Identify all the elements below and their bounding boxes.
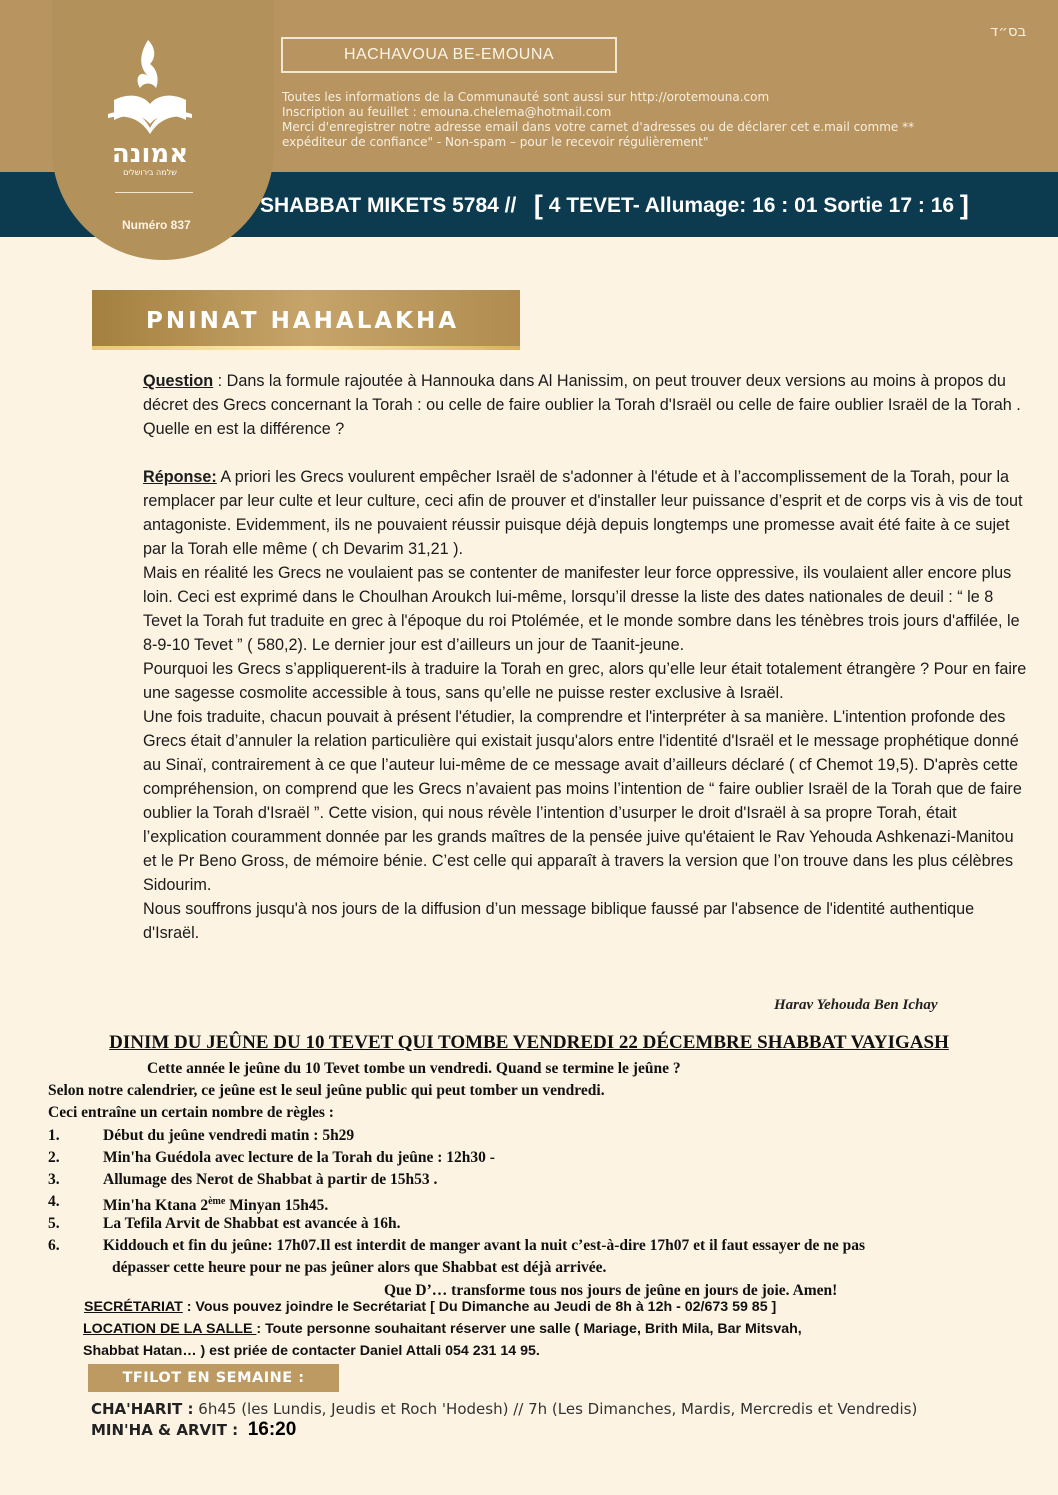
logo-text: אמונה <box>111 139 189 169</box>
location-label: LOCATION DE LA SALLE <box>83 1321 257 1337</box>
minha-time: 16:20 <box>247 1419 297 1440</box>
article-paragraph: Pourquoi les Grecs s’appliquerent-ils à traduire la Torah en grec, alors qu’elle leur était totalement étrangère ? Pour en faire une sagesse cosmolite accessible à tous, sans qu’elle ne puisse rester exclusive à Israël. <box>143 660 1027 702</box>
item-number: 3. <box>48 1171 60 1188</box>
info-line: Merci d'enregistrer notre adresse email dans votre carnet d'adresses ou de déclarer cet e.mail comme ** <box>282 120 915 134</box>
dinim-section <box>0 1030 1058 1299</box>
header-info <box>282 90 914 150</box>
question-text: : Dans la formule rajoutée à Hannouka dans Al Hanissim, on peut trouver deux versions au moins à propos du décret des Grecs concernant la Torah : ou celle de faire oublier la Torah d'Israël ou celle de faire oublier Israël de la Torah . Quelle en est la différence ? <box>143 372 1021 438</box>
location-text: : Toute personne souhaitant réserver une salle ( Mariage, Brith Mila, Bar Mitsvah, <box>256 1321 802 1337</box>
shabbat-times: 4 TEVET- Allumage: 16 : 01 Sortie 17 : 16 <box>548 194 955 217</box>
answer-label: Réponse: <box>143 468 217 486</box>
dinim-intro: Ceci entraîne un certain nombre de règles : <box>48 1104 334 1121</box>
bracket-open: [ <box>533 190 543 220</box>
secretariat-line <box>84 1296 776 1318</box>
shacharit-label: CHA'HARIT : <box>91 1400 194 1418</box>
dinim-closing: Que D’… transforme tous nos jours de jeûne en jours de joie. Amen! <box>384 1282 838 1299</box>
dinim-intro: Cette année le jeûne du 10 Tevet tombe un vendredi. Quand se termine le jeûne ? <box>147 1060 681 1077</box>
item-number: 5. <box>48 1215 60 1232</box>
dinim-title: DINIM DU JEÛNE DU 10 TEVET QUI TOMBE VENDREDI 22 DÉCEMBRE SHABBAT VAYIGASH <box>109 1032 949 1053</box>
list-item: Min'ha Guédola avec lecture de la Torah du jeûne : 12h30 - <box>103 1149 495 1166</box>
info-line: Inscription au feuillet : emouna.chelema@hotmail.com <box>282 105 612 119</box>
gold-stripe <box>92 346 520 350</box>
location-line <box>83 1318 802 1340</box>
emouna-logo <box>100 38 200 178</box>
article-paragraph: Nous souffrons jusqu'à nos jours de la diffusion d’un message biblique faussé par l'absence de l'identité authentique d'Israël. <box>143 900 975 942</box>
item-number: 2. <box>48 1149 60 1166</box>
bracket-close: ] <box>959 190 969 220</box>
shabbat-line <box>260 190 969 221</box>
article-body <box>143 369 1029 945</box>
article-paragraph: Une fois traduite, chacun pouvait à présent l'étudier, la comprendre et l'interpréter à sa manière. L'intention profonde des Grecs était d’annuler la relation particulière qui existait jusqu'alors entre l'identité d'Israël et le message prophétique donné au Sinaï, contrairement à ce que l’auteur lui-même de ce message avait d’ailleurs déclaré ( cf Chemot 19,5). D'après cette compréhension, on comprend que les Grecs n’avaient pas moins l’intention de “ faire oublier Israël de la Torah que de faire oublier la Torah d'Israël ”. Cette vision, qui nous révèle l’intention d’usurper le droit d'Israël à sa propre Torah, était l’explication couramment donnée par les grands maîtres de la pensée juive qu'étaient le Rav Yehouda Ashkenazi-Manitou et le Pr Beno Gross, de mémoire bénie. C’est celle qui apparaît à travers la version que l’on trouve dans les plus célèbres Sidourim. <box>143 708 1022 894</box>
question-label: Question <box>143 372 214 390</box>
list-item: Kiddouch et fin du jeûne: 17h07.Il est interdit de manger avant la nuit c’est-à-dire 17h07 et il faut essayer de ne pas <box>103 1237 866 1254</box>
dinim-intro: Selon notre calendrier, ce jeûne est le seul jeûne public qui peut tomber un vendredi. <box>48 1082 605 1099</box>
shacharit-times: 6h45 (les Lundis, Jeudis et Roch 'Hodesh) // 7h (Les Dimanches, Mardis, Mercredis et Vendredis) <box>193 1400 918 1418</box>
logo-divider <box>115 192 193 193</box>
info-line: expéditeur de confiance" - Non-spam – pour le recevoir régulièrement" <box>282 135 709 149</box>
list-item: Min'ha Ktana 2ème Minyan 15h45. <box>103 1196 329 1215</box>
secretariat-label: SECRÉTARIAT <box>84 1299 183 1315</box>
bsd-mark: בס״ד <box>990 22 1027 40</box>
list-item-continued: dépasser cette heure pour ne pas jeûner alors que Shabbat est déjà arrivée. <box>112 1259 607 1276</box>
info-line: Toutes les informations de la Communauté sont aussi sur http://orotemouna.com <box>282 90 770 104</box>
logo-subtext: שלמה בירושלים <box>123 168 177 177</box>
item-number: 4. <box>48 1193 60 1210</box>
shacharit-line <box>91 1400 917 1418</box>
minha-label: MIN'HA & ARVIT : <box>91 1421 239 1439</box>
question-paragraph <box>143 369 1029 441</box>
section-title: PNINAT HAHALAKHA <box>146 308 460 334</box>
secretariat-text: : Vous pouvez joindre le Secrétariat [ Du Dimanche au Jeudi de 8h à 12h - 02/673 59 85 ] <box>182 1299 777 1315</box>
list-item: Début du jeûne vendredi matin : 5h29 <box>103 1127 355 1144</box>
newsletter-title: HACHAVOUA BE-EMOUNA <box>281 37 617 73</box>
author-signature: Harav Yehouda Ben Ichay <box>774 997 938 1013</box>
item-number: 6. <box>48 1237 60 1254</box>
issue-number: Numéro 837 <box>122 218 191 232</box>
answer-text: A priori les Grecs voulurent empêcher Israël de s'adonner à l'étude et à l’accomplissement de la Torah, pour la remplacer par leur culte et leur culture, ceci afin de prouver et d'installer leur puissance d’esprit et de corps vis à vis de tout antagoniste. Evidemment, ils ne pouvaient réussir puisque déjà depuis longtemps une promesse avait été faite à ce sujet par la Torah elle même ( ch Devarim 31,21 ). <box>143 468 1023 558</box>
minha-line <box>91 1419 296 1441</box>
answer-paragraph <box>143 465 1029 561</box>
list-item: La Tefila Arvit de Shabbat est avancée à 16h. <box>103 1215 401 1232</box>
item-number: 1. <box>48 1127 60 1144</box>
list-item: Allumage des Nerot de Shabbat à partir de 15h53 . <box>103 1171 438 1188</box>
section-banner <box>92 290 520 350</box>
location-line-2: Shabbat Hatan… ) est priée de contacter Daniel Attali 054 231 14 95. <box>83 1343 540 1359</box>
shabbat-name: SHABBAT MIKETS 5784 // <box>260 194 517 217</box>
tfilot-banner: TFILOT EN SEMAINE : <box>88 1364 339 1392</box>
article-paragraph: Mais en réalité les Grecs ne voulaient pas se contenter de manifester leur force oppressive, ils voulaient aller encore plus loin. Ceci est exprimé dans le Choulhan Aroukch lui-même, lorsqu’il dresse la liste des dates nationales de deuil : “ le 8 Tevet la Torah fut traduite en grec à l'époque du roi Ptolémée, et le monde sombre dans les ténèbres trois jours d'affilée, le 8-9-10 Tevet ” ( 580,2). Le dernier jour est d’ailleurs un jour de Taanit-jeune. <box>143 564 1020 654</box>
